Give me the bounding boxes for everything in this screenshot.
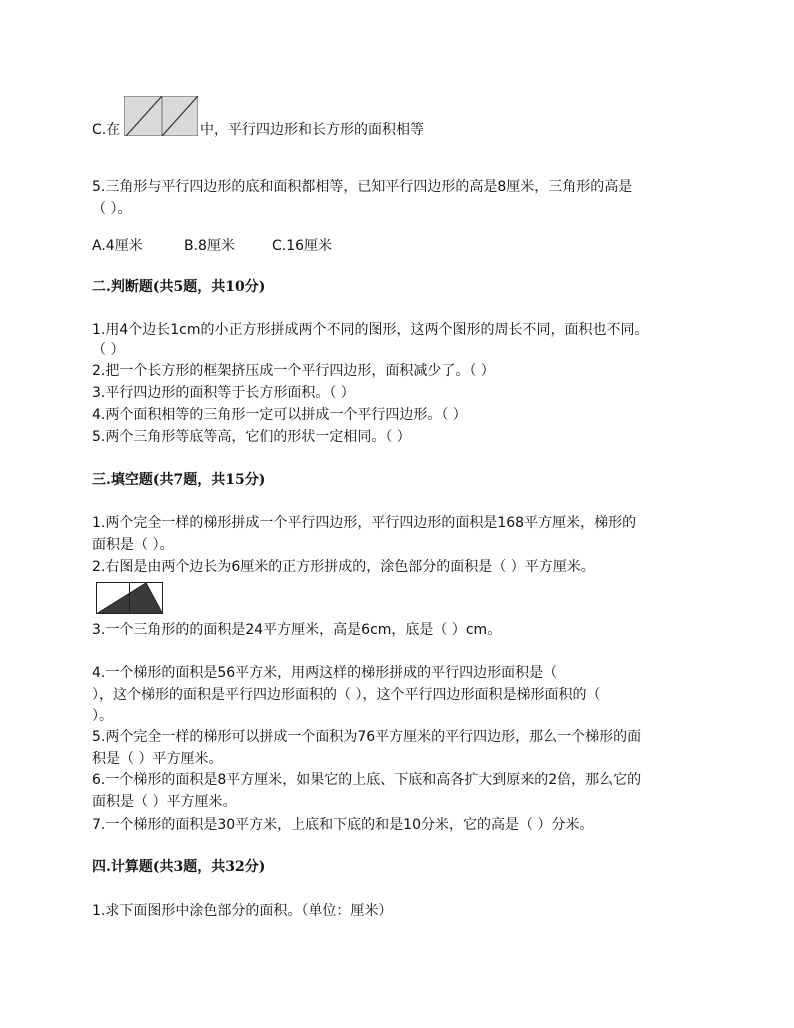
section3-item-1: 1.两个完全一样的梯形拼成一个平行四边形，平行四边形的面积是168平方厘米，梯形的 [92,515,637,531]
parallelogram-in-rectangle-figure [124,96,198,136]
section3-item-5: 5.两个完全一样的梯形可以拼成一个面积为76平方厘米的平行四边形，那么一个梯形的面 [92,729,642,745]
section3-item-1-cont: 面积是（ ）。 [92,537,174,553]
q5-text-line1: 5.三角形与平行四边形的底和面积都相等，已知平行四边形的高是8厘米，三角形的高是 [92,179,633,195]
section3-item-6-cont: 面积是（ ）平方厘米。 [92,794,237,810]
section3-item-2: 2.右图是由两个边长为6厘米的正方形拼成的，涂色部分的面积是（ ）平方厘米。 [92,559,595,575]
two-squares-shaded-figure [96,582,164,614]
q5-option-b: B.8厘米 [184,238,235,254]
section4-item-1: 1.求下面图形中涂色部分的面积。（单位：厘米） [92,903,393,919]
section2-item-5: 5.两个三角形等底等高，它们的形状一定相同。（ ） [92,429,411,445]
q5-text-line2: （ ）。 [92,201,132,217]
q5-option-c: C.16厘米 [272,238,333,254]
section3-item-6: 6.一个梯形的面积是8平方厘米，如果它的上底、下底和高各扩大到原来的2倍，那么它的 [92,772,642,788]
section2-item-1: 1.用4个边长1cm的小正方形拼成两个不同的图形，这两个图形的周长不同，面积也不同。 [92,322,649,338]
section2-item-4: 4.两个面积相等的三角形一定可以拼成一个平行四边形。（ ） [92,407,467,423]
section3-item-4: 4.一个梯形的面积是56平方米，用两这样的梯形拼成的平行四边形面积是（ [92,665,558,681]
section3-item-4-cont2: ）。 [92,708,113,724]
section3-item-4-cont1: ），这个梯形的面积是平行四边形面积的（ ），这个平行四边形面积是梯形面积的（ [92,687,601,703]
section2-heading: 二.判断题(共5题，共10分) [92,279,266,295]
section3-heading: 三.填空题(共7题，共15分) [92,472,266,488]
section3-item-7: 7.一个梯形的面积是30平方米，上底和下底的和是10分米，它的高是（ ）分米。 [92,817,594,833]
section2-item-1-blank: （ ） [92,342,125,358]
section2-item-2: 2.把一个长方形的框架挤压成一个平行四边形，面积减少了。（ ） [92,363,495,379]
q4-option-c-suffix: 中，平行四边形和长方形的面积相等 [200,122,424,138]
section4-heading: 四.计算题(共3题，共32分) [92,859,266,875]
q4-option-c-prefix: C.在 [92,122,121,138]
section2-item-3: 3.平行四边形的面积等于长方形面积。（ ） [92,385,355,401]
section3-item-3: 3.一个三角形的的面积是24平方厘米，高是6cm，底是（ ）cm。 [92,622,502,638]
section3-item-5-cont: 积是（ ）平方厘米。 [92,751,223,767]
q5-option-a: A.4厘米 [92,238,143,254]
